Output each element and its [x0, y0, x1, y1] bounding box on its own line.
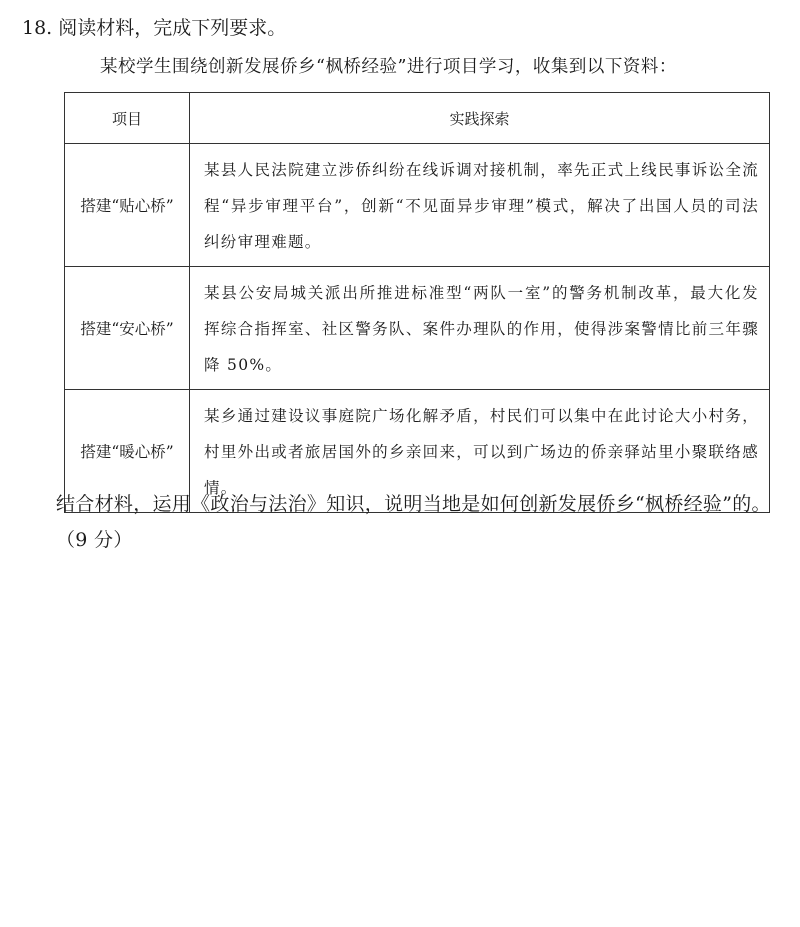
table-row [65, 267, 770, 390]
row-label-nuanxin: 搭建“暖心桥” [65, 390, 190, 513]
question-title: 18. 阅读材料，完成下列要求。 [22, 17, 287, 39]
row-label-tiexin: 搭建“贴心桥” [65, 144, 190, 267]
row-label-anxin: 搭建“安心桥” [65, 267, 190, 390]
question-requirement: 结合材料，运用《政治与法治》知识，说明当地是如何创新发展侨乡“枫桥经验”的。（9 分） [56, 493, 771, 551]
material-table [64, 92, 770, 513]
header-project: 项目 [65, 93, 190, 144]
row-content-anxin: 某县公安局城关派出所推进标准型“两队一室”的警务机制改革，最大化发挥综合指挥室、社区警务队、案件办理队的作用，使得涉案警情比前三年骤降 50%。 [190, 267, 770, 390]
header-practice: 实践探索 [190, 93, 770, 144]
row-content-tiexin: 某县人民法院建立涉侨纠纷在线诉调对接机制，率先正式上线民事诉讼全流程“异步审理平台”，创新“不见面异步审理”模式，解决了出国人员的司法纠纷审理难题。 [190, 144, 770, 267]
table-row [65, 144, 770, 267]
table-header-row [65, 93, 770, 144]
material-intro: 某校学生围绕创新发展侨乡“枫桥经验”进行项目学习，收集到以下资料： [100, 57, 677, 77]
row-content-nuanxin: 某乡通过建设议事庭院广场化解矛盾，村民们可以集中在此讨论大小村务，村里外出或者旅居国外的乡亲回来，可以到广场边的侨亲驿站里小聚联络感情。 [190, 390, 770, 513]
